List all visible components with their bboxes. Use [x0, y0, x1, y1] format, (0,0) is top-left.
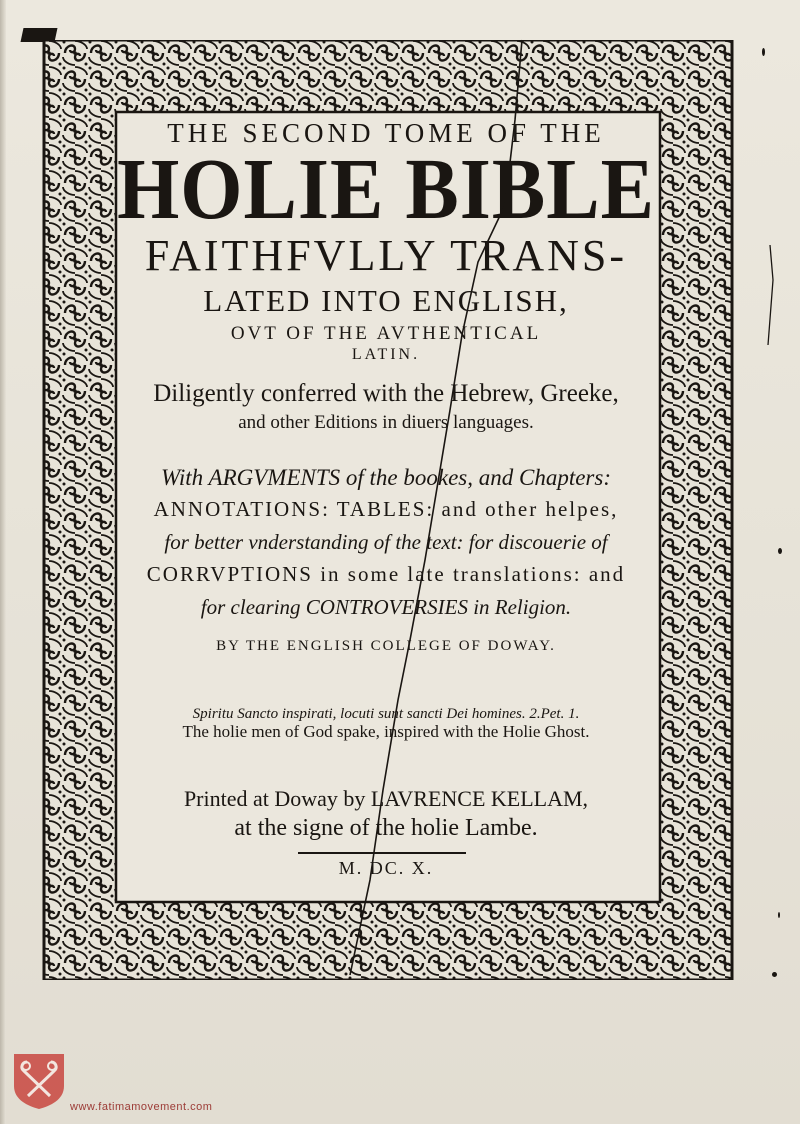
subtitle-line-1: FAITHFVLLY TRANS-: [144, 231, 628, 280]
printer-line-2: at the signe of the holie Lambe.: [234, 815, 538, 841]
contents-line-5: for clearing CONTROVERSIES in Religion.: [200, 595, 572, 619]
ink-speck: [778, 912, 780, 918]
tome-heading: THE SECOND TOME OF THE: [167, 118, 605, 148]
conferred-line-1: Diligently conferred with the Hebrew, Greeke,: [153, 380, 619, 407]
contents-line-4: CORRVPTIONS in some late translations: and: [146, 562, 626, 586]
ink-speck: [778, 548, 782, 554]
subtitle-line-3: OVT OF THE AVTHENTICAL: [230, 323, 542, 344]
subtitle-line-2: LATED INTO ENGLISH,: [203, 283, 569, 318]
college-credit: BY THE ENGLISH COLLEGE OF DOWAY.: [216, 638, 556, 654]
contents-line-3: for better vnderstanding of the text: for discouerie of: [164, 530, 608, 554]
ink-speck: [772, 972, 777, 977]
contents-line-1: With ARGVMENTS of the bookes, and Chapters:: [161, 465, 611, 490]
printer-line-1: Printed at Doway by LAVRENCE KELLAM,: [183, 786, 589, 811]
watermark-url: www.fatimamovement.com: [70, 1101, 213, 1113]
contents-line-2: ANNOTATIONS: TABLES: and other helpes,: [153, 497, 619, 521]
english-epigraph: The holie men of God spake, inspired with the Holie Ghost.: [182, 722, 590, 741]
conferred-line-2: and other Editions in diuers languages.: [238, 412, 534, 433]
main-title: HOLIE BIBLE: [117, 142, 655, 238]
ink-speck: [762, 48, 765, 56]
imprint-date: M. DC. X.: [338, 858, 434, 878]
latin-epigraph: Spiritu Sancto inspirati, locuti sunt sancti Dei homines. 2.Pet. 1.: [192, 706, 580, 722]
keys-shield-icon: [12, 1052, 66, 1110]
subtitle-line-4: LATIN.: [351, 346, 421, 363]
